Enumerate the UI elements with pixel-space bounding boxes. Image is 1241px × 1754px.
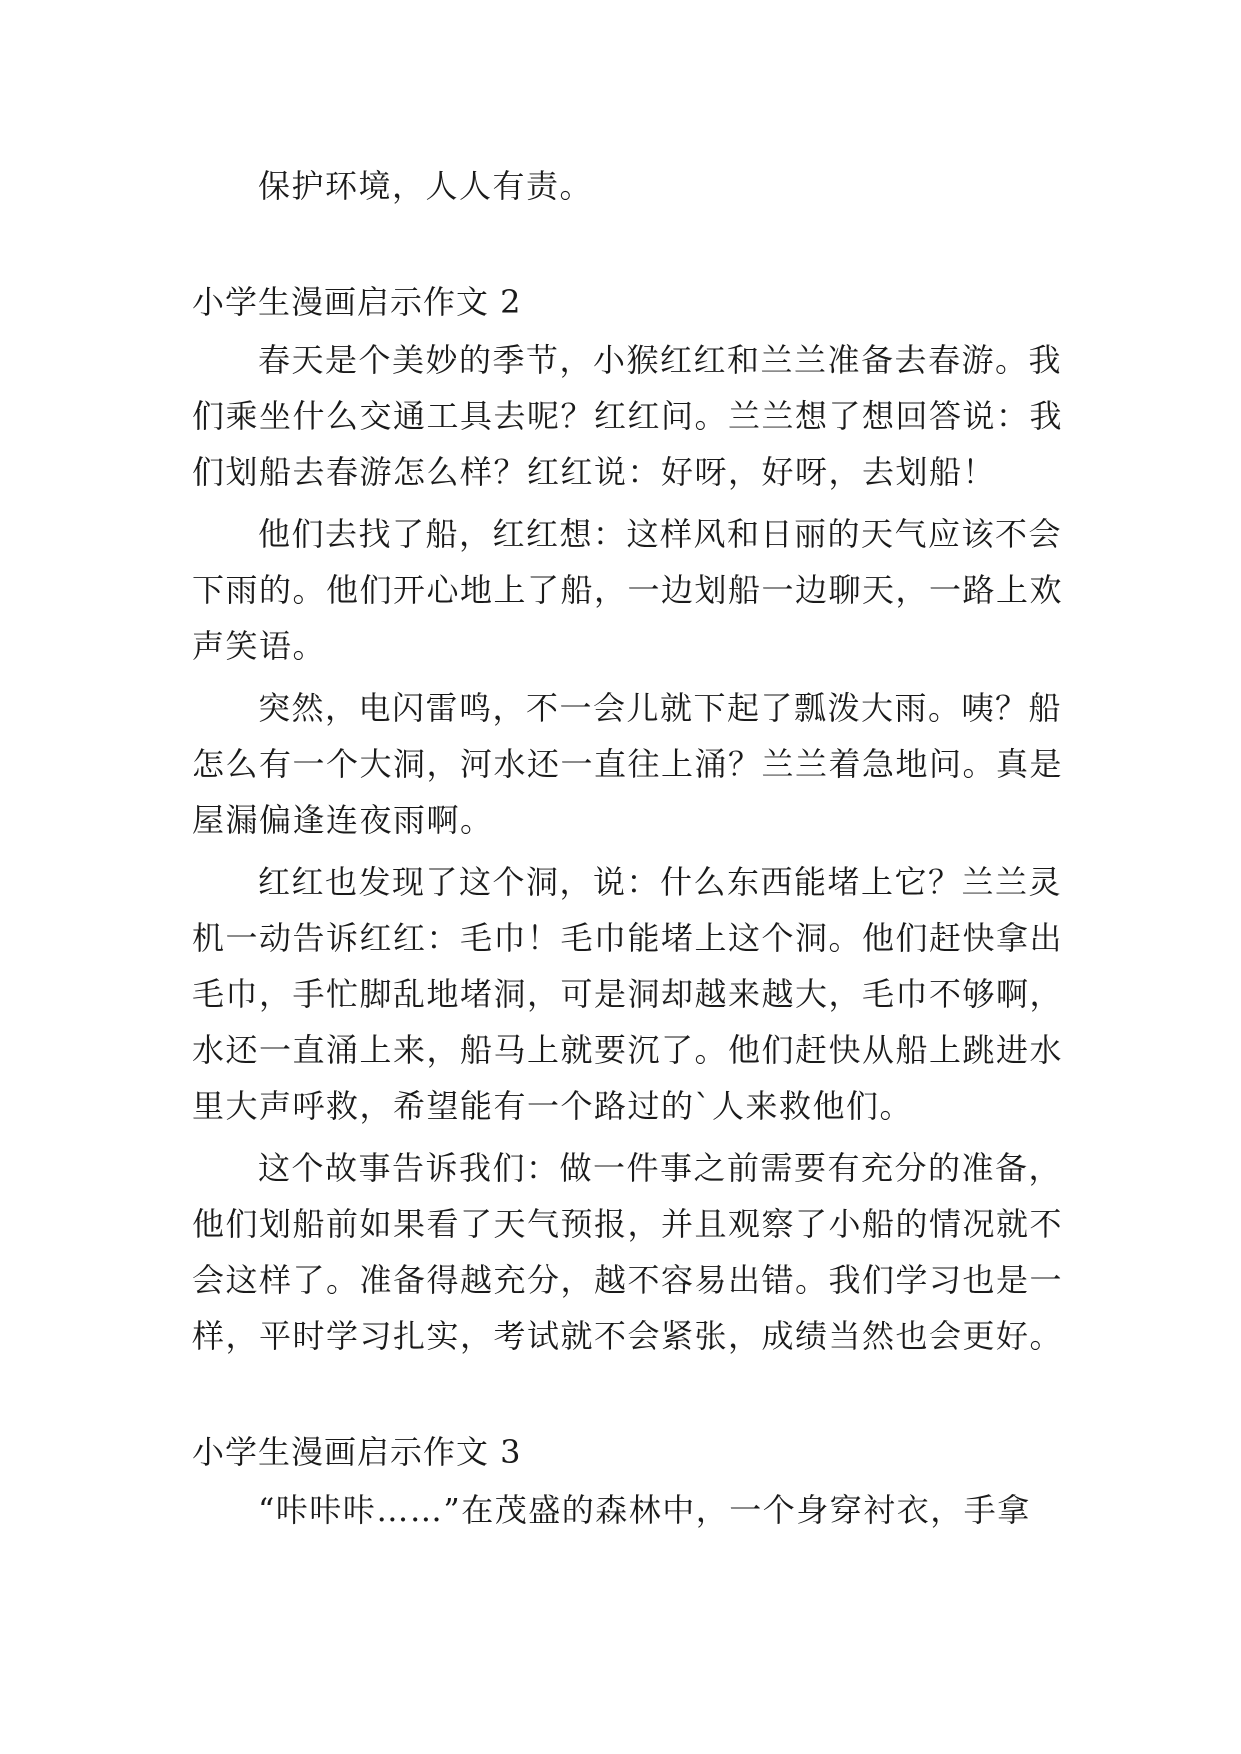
paragraph-line: 这个故事告诉我们：做一件事之前需要有充分的准备，	[258, 1149, 1063, 1187]
intro-paragraph: 保护环境，人人有责。	[258, 167, 594, 205]
paragraph-line: 红红也发现了这个洞，说：什么东西能堵上它？兰兰灵	[258, 863, 1063, 901]
section-3-title: 小学生漫画启示作文 3	[192, 1433, 522, 1471]
paragraph-line: 下雨的。他们开心地上了船，一边划船一边聊天，一路上欢	[192, 571, 1064, 609]
paragraph-line: “咔咔咔……”在茂盛的森林中，一个身穿衬衣，手拿	[258, 1491, 1031, 1529]
paragraph-line: 怎么有一个大洞，河水还一直往上涌？兰兰着急地问。真是	[192, 745, 1064, 783]
paragraph-line: 突然，电闪雷鸣，不一会儿就下起了瓢泼大雨。咦？船	[258, 689, 1063, 727]
paragraph-line: 们划船去春游怎么样？红红说：好呀，好呀，去划船！	[192, 453, 997, 491]
paragraph-line: 毛巾，手忙脚乱地堵洞，可是洞却越来越大，毛巾不够啊，	[192, 975, 1064, 1013]
section-2-title: 小学生漫画启示作文 2	[192, 283, 522, 321]
paragraph-line: 声笑语。	[192, 627, 327, 665]
paragraph-line: 样，平时学习扎实，考试就不会紧张，成绩当然也会更好。	[192, 1317, 1064, 1355]
paragraph-line: 他们划船前如果看了天气预报，并且观察了小船的情况就不	[192, 1205, 1064, 1243]
paragraph-line: 们乘坐什么交通工具去呢？红红问。兰兰想了想回答说：我	[192, 397, 1064, 435]
paragraph-line: 他们去找了船，红红想：这样风和日丽的天气应该不会	[258, 515, 1063, 553]
paragraph-line: 屋漏偏逢连夜雨啊。	[192, 801, 494, 839]
paragraph-line: 机一动告诉红红：毛巾！毛巾能堵上这个洞。他们赶快拿出	[192, 919, 1064, 957]
paragraph-line: 里大声呼救，希望能有一个路过的`人来救他们。	[192, 1087, 914, 1125]
paragraph-line: 春天是个美妙的季节，小猴红红和兰兰准备去春游。我	[258, 341, 1063, 379]
paragraph-line: 水还一直涌上来，船马上就要沉了。他们赶快从船上跳进水	[192, 1031, 1064, 1069]
paragraph-line: 会这样了。准备得越充分，越不容易出错。我们学习也是一	[192, 1261, 1064, 1299]
